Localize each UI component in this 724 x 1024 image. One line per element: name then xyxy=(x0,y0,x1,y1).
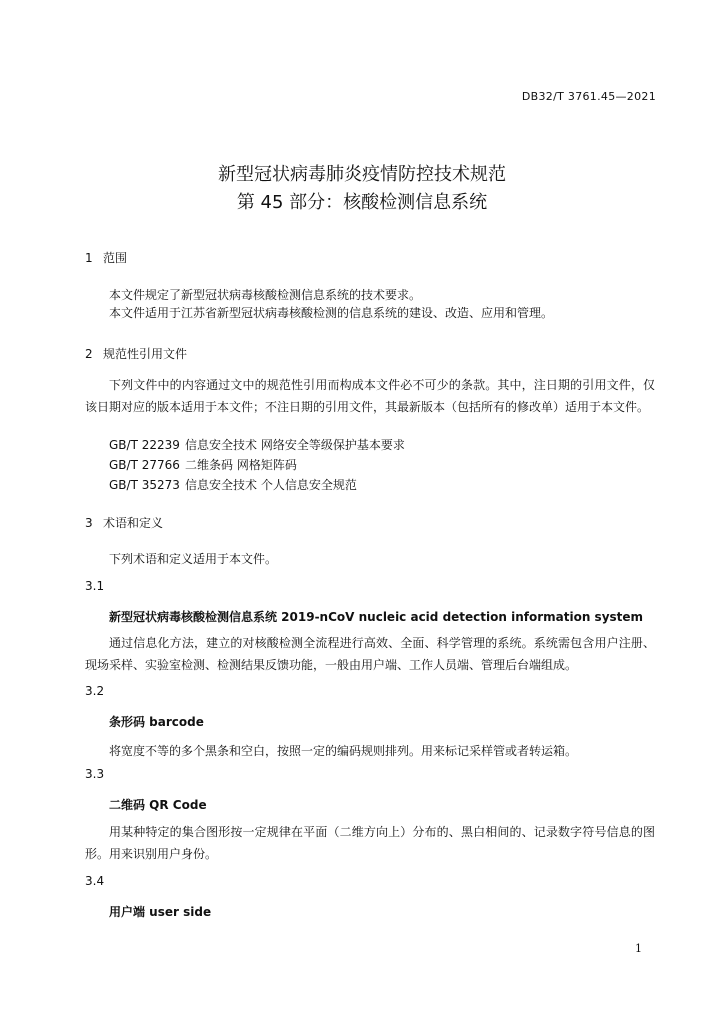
paragraph: 下列术语和定义适用于本文件。 xyxy=(109,552,278,566)
paragraph: 本文件规定了新型冠状病毒核酸检测信息系统的技术要求。 xyxy=(109,288,422,302)
term-number: 3.2 xyxy=(85,684,105,698)
section-heading xyxy=(85,249,127,266)
reference-code: GB/T 22239 xyxy=(109,438,180,452)
term-number: 3.3 xyxy=(85,767,105,781)
section-heading xyxy=(85,514,163,531)
section-title: 术语和定义 xyxy=(103,516,164,530)
section-number: 3 xyxy=(85,516,93,530)
term-definition: 将宽度不等的多个黑条和空白，按照一定的编码规则排列。用来标记采样管或者转运箱。 xyxy=(109,744,578,758)
paragraph: 本文件适用于江苏省新型冠状病毒核酸检测的信息系统的建设、改造、应用和管理。 xyxy=(109,306,554,320)
section-title: 范围 xyxy=(103,251,128,265)
reference-item xyxy=(109,474,357,496)
document-subtitle: 第 45 部分：核酸检测信息系统 xyxy=(236,192,488,213)
term-definition: 通过信息化方法，建立的对核酸检测全流程进行高效、全面、科学管理的系统。系统需包含用户注册、现场采样、实验室检测、检测结果反馈功能，一般由用户端、工作人员端、管理后台端组成。 xyxy=(85,636,655,672)
term-title: 用户端 user side xyxy=(109,905,212,919)
reference-item xyxy=(109,434,405,456)
term-title: 新型冠状病毒核酸检测信息系统 2019-nCoV nucleic acid detection information system xyxy=(109,610,644,624)
term-title: 条形码 barcode xyxy=(109,715,204,729)
reference-code: GB/T 27766 xyxy=(109,458,180,472)
reference-code: GB/T 35273 xyxy=(109,478,180,492)
section-number: 2 xyxy=(85,347,93,361)
term-number: 3.4 xyxy=(85,874,105,888)
term-title: 二维码 QR Code xyxy=(109,798,207,812)
term-definition: 用某种特定的集合图形按一定规律在平面（二维方向上）分布的、黑白相间的、记录数字符号信息的图形。用来识别用户身份。 xyxy=(85,825,655,861)
page-number: 1 xyxy=(635,942,642,955)
reference-item xyxy=(109,454,297,476)
paragraph: 下列文件中的内容通过文中的规范性引用而构成本文件必不可少的条款。其中，注日期的引用文件，仅该日期对应的版本适用于本文件；不注日期的引用文件，其最新版本（包括所有的修改单）适用于本文件。 xyxy=(85,378,655,414)
term-number: 3.1 xyxy=(85,579,105,593)
reference-name: 信息安全技术 网络安全等级保护基本要求 xyxy=(185,438,405,452)
reference-name: 信息安全技术 个人信息安全规范 xyxy=(185,478,357,492)
reference-name: 二维条码 网格矩阵码 xyxy=(185,458,297,472)
standard-number: DB32/T 3761.45—2021 xyxy=(521,90,656,103)
section-number: 1 xyxy=(85,251,93,265)
section-title: 规范性引用文件 xyxy=(103,347,188,361)
section-heading xyxy=(85,345,187,362)
document-title: 新型冠状病毒肺炎疫情防控技术规范 xyxy=(218,164,506,185)
